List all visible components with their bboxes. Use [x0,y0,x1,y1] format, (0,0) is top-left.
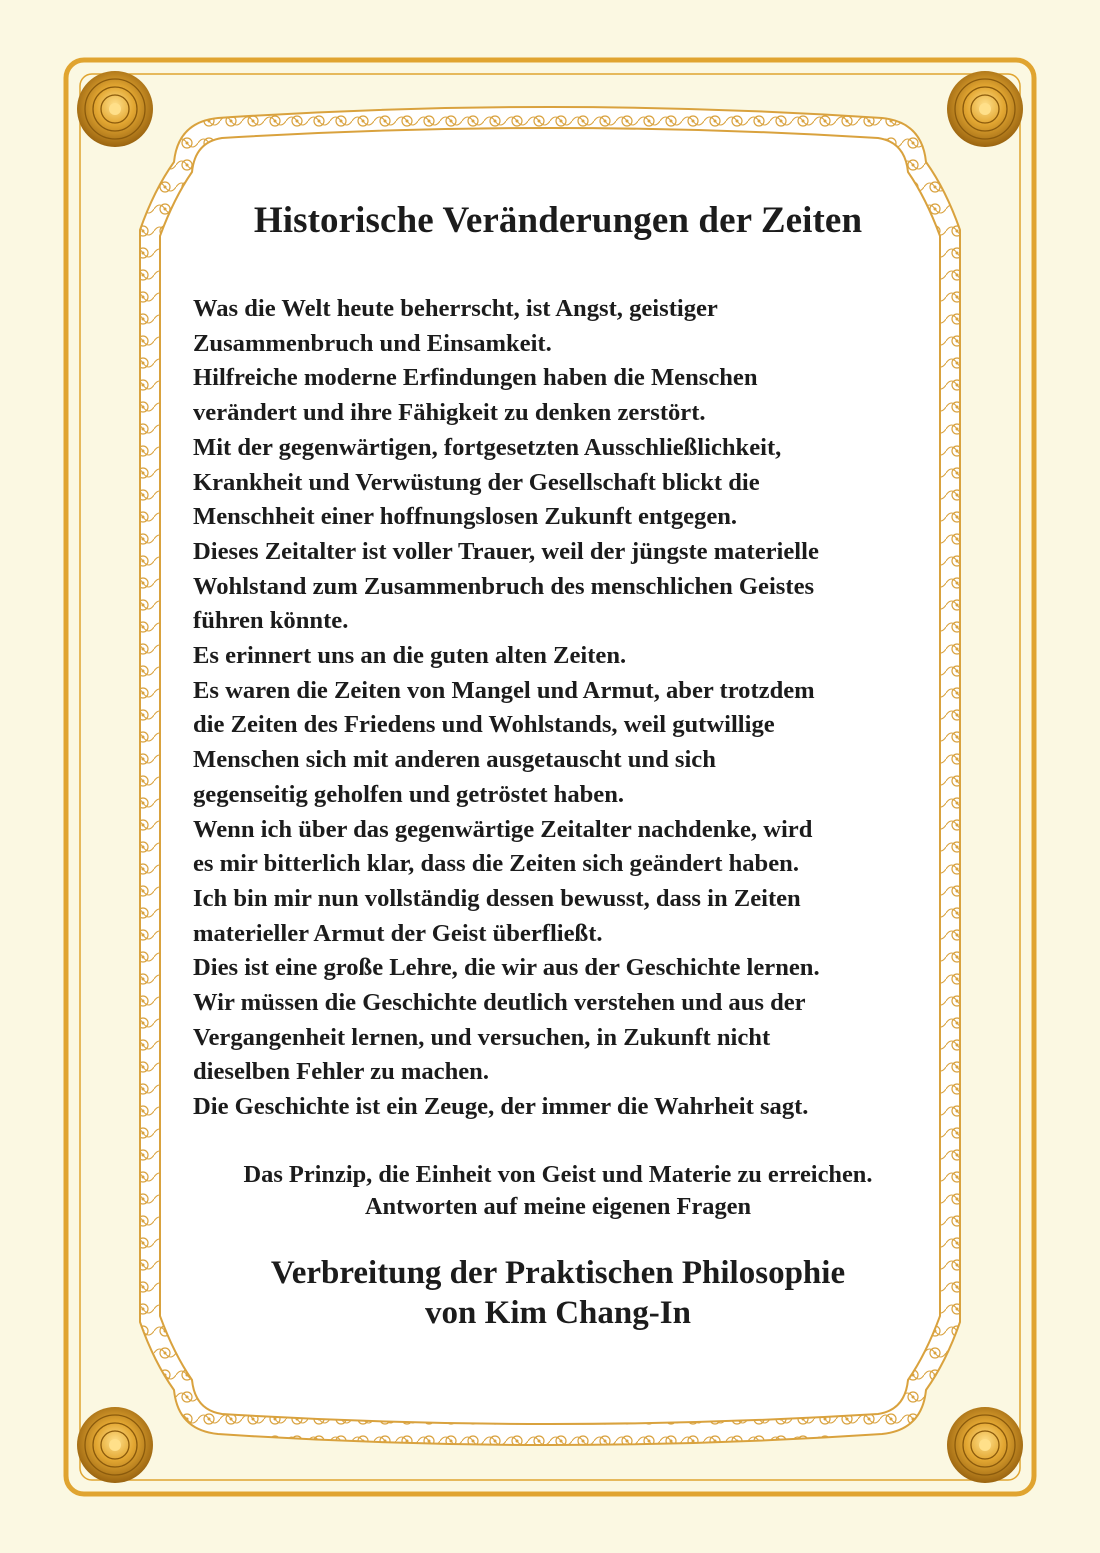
corner-medallion-bottom-right [947,1407,1023,1483]
corner-medallion-top-right [947,71,1023,147]
body-line: Menschheit einer hoffnungslosen Zukunft entgegen. [193,503,738,531]
body-line: verändert und ihre Fähigkeit zu denken zerstört. [193,399,706,427]
body-line: gegenseitig geholfen und getröstet haben. [193,780,625,808]
footer-line: Verbreitung der Praktischen Philosophie [270,1254,846,1291]
corner-medallion-top-left [77,71,153,147]
author-footer [193,1253,923,1333]
body-line: Ich bin mir nun vollständig dessen bewusst, dass in Zeiten [193,884,801,912]
body-line: Dies ist eine große Lehre, die wir aus der Geschichte lernen. [193,954,820,982]
document-title: Historische Veränderungen der Zeiten [253,200,863,241]
body-line: die Zeiten des Friedens und Wohlstands, weil gutwillige [193,711,775,739]
body-line: Menschen sich mit anderen ausgetauscht und sich [193,746,716,774]
body-line: Vergangenheit lernen, und versuchen, in Zukunft nicht [193,1023,771,1051]
body-line: Hilfreiche moderne Erfindungen haben die Menschen [193,364,758,392]
body-line: Es waren die Zeiten von Mangel und Armut, aber trotzdem [193,676,815,704]
body-line: Krankheit und Verwüstung der Gesellschaft blickt die [193,468,760,496]
principle-tagline [193,1159,923,1223]
body-line: Mit der gegenwärtigen, fortgesetzten Ausschließlichkeit, [193,433,782,461]
body-line: es mir bitterlich klar, dass die Zeiten sich geändert haben. [193,850,799,878]
document-content [193,196,923,1333]
tagline-line: Das Prinzip, die Einheit von Geist und Materie zu erreichen. [243,1160,873,1188]
body-line: materieller Armut der Geist überfließt. [193,919,603,947]
body-line: Wohlstand zum Zusammenbruch des menschlichen Geistes [193,572,815,600]
body-line: dieselben Fehler zu machen. [193,1058,490,1086]
body-line: Was die Welt heute beherrscht, ist Angst, geistiger [193,295,718,322]
body-line: führen könnte. [193,607,349,635]
body-line: Wenn ich über das gegenwärtige Zeitalter nachdenke, wird [193,815,813,843]
footer-line: von Kim Chang-In [425,1294,691,1331]
corner-medallion-bottom-left [77,1407,153,1483]
body-line: Dieses Zeitalter ist voller Trauer, weil der jüngste materielle [193,537,819,565]
body-line: Es erinnert uns an die guten alten Zeiten. [193,642,627,670]
document-body [193,292,923,1125]
tagline-line: Antworten auf meine eigenen Fragen [364,1192,752,1220]
body-line: Zusammenbruch und Einsamkeit. [193,329,552,357]
body-line: Die Geschichte ist ein Zeuge, der immer die Wahrheit sagt. [193,1093,809,1121]
body-line: Wir müssen die Geschichte deutlich verstehen und aus der [193,989,806,1017]
